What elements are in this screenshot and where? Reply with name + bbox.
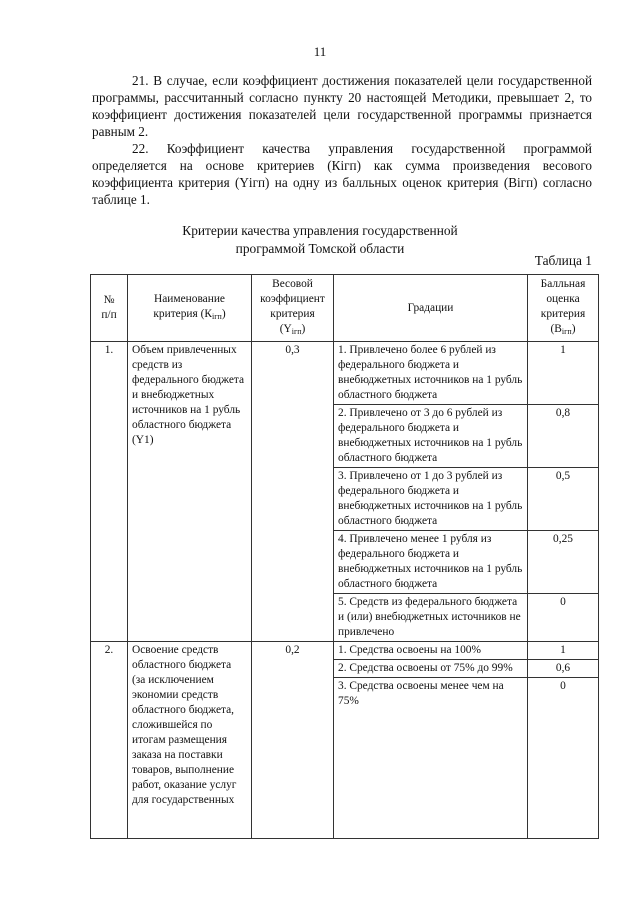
header-score: Балльная оценка критерия $(В_{iгп})$ (528, 275, 599, 342)
gradation-score: 0,25 (528, 531, 599, 594)
gradation-score: 1 (528, 642, 599, 660)
gradation-score: 0,8 (528, 405, 599, 468)
criterion-number: 1. (91, 342, 128, 642)
gradation-text: 1. Привлечено более 6 рублей из федерального бюджета и внебюджетных источников на 1 рубль областного бюджета (334, 342, 528, 405)
paragraph-22: 22. Коэффициент качества управления государственной программой определяется на основе критериев (Кігп) как сумма произведения весового коэффициента критерия (Yігп) на одну из балльных оценок критерия (Вігп) согласно таблице 1. (92, 141, 592, 207)
table-title-line: программой Томской области (235, 241, 405, 256)
body-text (92, 72, 592, 208)
table-title-line: Критерии качества управления государственной (182, 223, 458, 238)
gradation-score: 1 (528, 342, 599, 405)
page-number: 11 (313, 44, 327, 59)
header-criterion-name: Наименование критерия $(К_{iгп})$ (128, 275, 252, 342)
criterion-weight: 0,2 (252, 642, 334, 839)
table-label: Таблица 1 (534, 253, 592, 268)
header-weight: Весовой коэффициент критерия $(Y_{iгп})$ (252, 275, 334, 342)
table-row (91, 642, 599, 660)
gradation-score: 0 (528, 678, 599, 839)
criterion-name: Освоение средств областного бюджета (за исключением экономии средств областного бюджета, сложившейся по итогам размещения заказа на поставки товаров, выполнение работ, оказание услуг для государственных (128, 642, 252, 839)
table-header-row (91, 275, 599, 342)
criterion-name: Объем привлеченных средств из федерального бюджета и внебюджетных источников на 1 рубль областного бюджета (Y1) (128, 342, 252, 642)
header-gradations: Градации (334, 275, 528, 342)
gradation-text: 2. Привлечено от 3 до 6 рублей из федерального бюджета и внебюджетных источников на 1 рубль областного бюджета (334, 405, 528, 468)
criterion-number: 2. (91, 642, 128, 839)
criterion-weight: 0,3 (252, 342, 334, 642)
gradation-text: 1. Средства освоены на 100% (334, 642, 528, 660)
header-number: № п/п (91, 275, 128, 342)
gradation-text: 2. Средства освоены от 75% до 99% (334, 660, 528, 678)
criteria-table (90, 274, 599, 839)
gradation-score: 0,6 (528, 660, 599, 678)
paragraph-21: 21. В случае, если коэффициент достижения показателей цели государственной программы, рассчитанный согласно пункту 20 настоящей Методики, превышает 2, то коэффициент достижения показателей цели государственной программы признается равным 2. (92, 73, 592, 139)
table-row (91, 342, 599, 405)
gradation-score: 0,5 (528, 468, 599, 531)
gradation-score: 0 (528, 594, 599, 642)
gradation-text: 3. Средства освоены менее чем на 75% (334, 678, 528, 839)
gradation-text: 4. Привлечено менее 1 рубля из федерального бюджета и внебюджетных источников на 1 рубль областного бюджета (334, 531, 528, 594)
gradation-text: 5. Средств из федерального бюджета и (или) внебюджетных источников не привлечено (334, 594, 528, 642)
gradation-text: 3. Привлечено от 1 до 3 рублей из федерального бюджета и внебюджетных источников на 1 рубль областного бюджета (334, 468, 528, 531)
